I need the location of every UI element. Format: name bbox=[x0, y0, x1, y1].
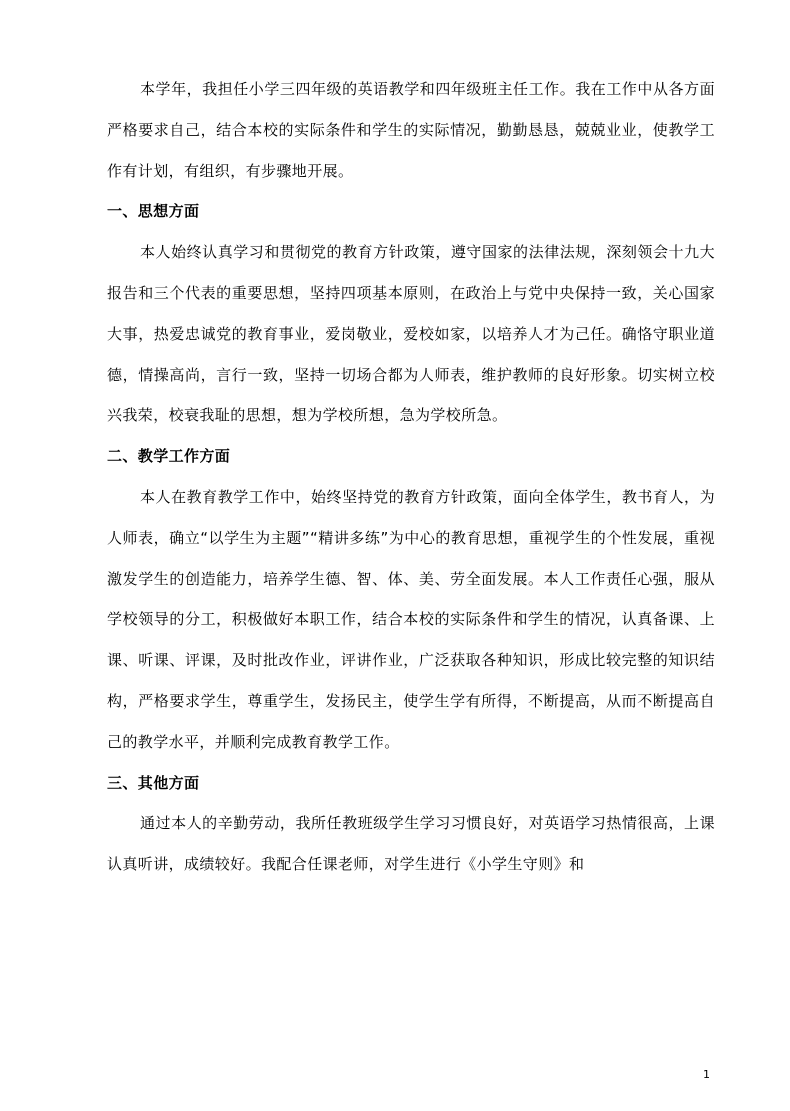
section-paragraph-other: 通过本人的辛勤劳动，我所任教班级学生学习习惯良好，对英语学习热情很高，上课认真听讲，成绩较好。我配合任课老师，对学生进行《小学生守则》和 bbox=[107, 814, 715, 874]
page-number: 1 bbox=[703, 1068, 710, 1081]
section-paragraph-teaching: 本人在教育教学工作中，始终坚持党的教育方针政策，面向全体学生，教书育人，为人师表，确立“以学生为主题”“精讲多练”为中心的教育思想，重视学生的个性发展，重视激发学生的创造能力，培养学生德、智、体、美、劳全面发展。本人工作责任心强，服从学校领导的分工，积极做好本职工作，结合本校的实际条件和学生的情况，认真备课、上课、听课、评课，及时批改作业，评讲作业，广泛获取各种知识，形成比较完整的知识结构，严格要求学生，尊重学生，发扬民主，使学生学有所得，不断提高，从而不断提高自己的教学水平，并顺利完成教育教学工作。 bbox=[107, 487, 715, 751]
section-heading-thought: 一、思想方面 bbox=[107, 202, 200, 221]
section-heading-other: 三、其他方面 bbox=[107, 773, 200, 792]
section-heading-teaching: 二、教学工作方面 bbox=[107, 447, 231, 466]
intro-paragraph: 本学年，我担任小学三四年级的英语教学和四年级班主任工作。我在工作中从各方面严格要求自己，结合本校的实际条件和学生的实际情况，勤勤恳恳，兢兢业业，使教学工作有计划，有组织，有步骤地开展。 bbox=[107, 80, 715, 180]
section-paragraph-thought: 本人始终认真学习和贯彻党的教育方针政策，遵守国家的法律法规，深刻领会十九大报告和三个代表的重要思想，坚持四项基本原则，在政治上与党中央保持一致，关心国家大事，热爱忠诚党的教育事业，爱岗敬业，爱校如家，以培养人才为己任。确恪守职业道德，情操高尚，言行一致，坚持一切场合都为人师表，维护教师的良好形象。切实树立校兴我荣，校衰我耻的思想，想为学校所想，急为学校所急。 bbox=[107, 243, 715, 425]
document-body bbox=[107, 69, 715, 885]
